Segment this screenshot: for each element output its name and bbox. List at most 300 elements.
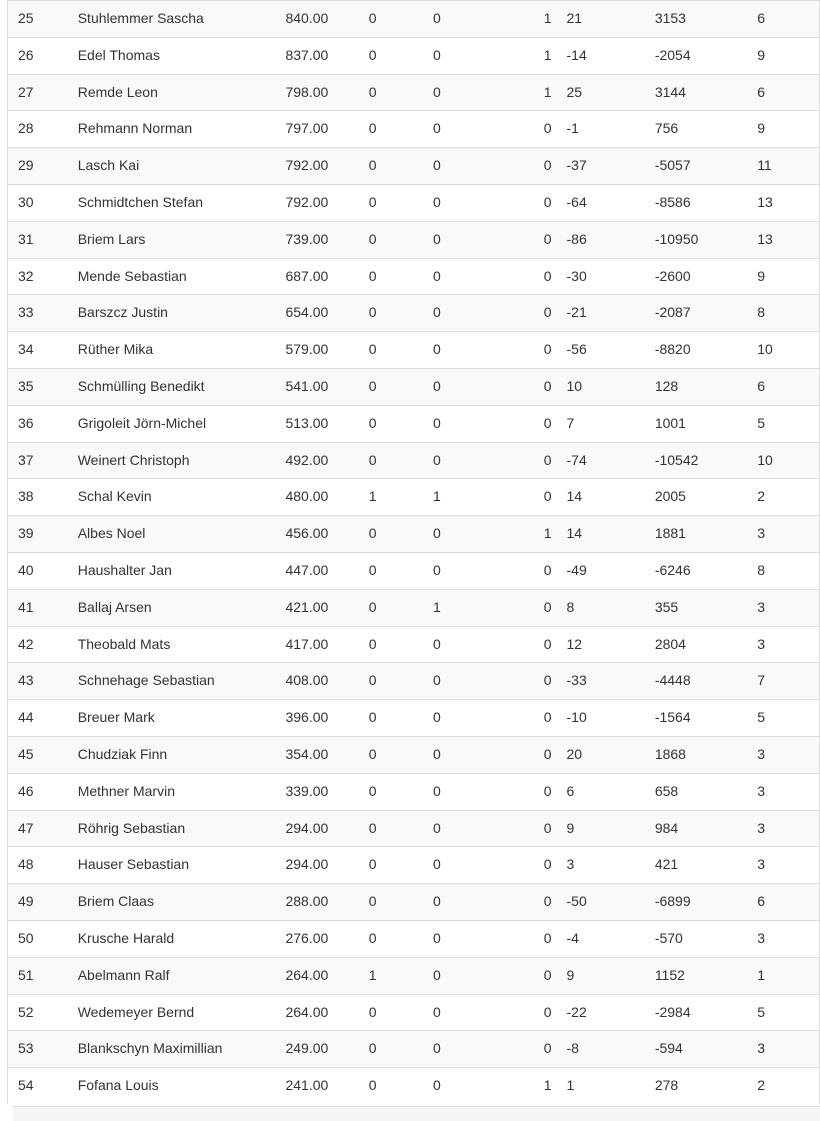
table-row: [8, 221, 820, 258]
rank-cell: 53: [8, 1031, 70, 1068]
points-cell: 249.00: [277, 1031, 360, 1068]
table-row: [8, 957, 820, 994]
count-d-cell: 9: [749, 258, 819, 295]
table-row: [8, 74, 820, 111]
rank-cell: 40: [8, 552, 70, 589]
count-d-cell: 2: [749, 479, 819, 516]
points-cell: 797.00: [277, 111, 360, 148]
count-a-cell: 0: [361, 221, 425, 258]
count-d-cell: 5: [749, 405, 819, 442]
points-cell: 837.00: [277, 37, 360, 74]
count-b-cell: 0: [425, 1068, 489, 1104]
plusminus-cell: -50: [560, 884, 647, 921]
points-cell: 792.00: [277, 184, 360, 221]
points-cell: 294.00: [277, 847, 360, 884]
count-b-cell: 0: [425, 920, 489, 957]
count-d-cell: 9: [749, 37, 819, 74]
rank-cell: 50: [8, 920, 70, 957]
name-cell: Krusche Harald: [70, 920, 278, 957]
difference-cell: 3144: [647, 74, 749, 111]
ranking-table-body: [8, 1, 820, 1104]
name-cell: Schnehage Sebastian: [70, 663, 278, 700]
difference-cell: -4448: [647, 663, 749, 700]
count-b-cell: 0: [425, 663, 489, 700]
count-c-cell: 1: [489, 74, 559, 111]
plusminus-cell: 14: [560, 479, 647, 516]
count-d-cell: 2: [749, 1068, 819, 1104]
count-c-cell: 0: [489, 700, 559, 737]
count-b-cell: 0: [425, 332, 489, 369]
name-cell: Theobald Mats: [70, 626, 278, 663]
count-d-cell: 3: [749, 773, 819, 810]
rank-cell: 48: [8, 847, 70, 884]
table-row: [8, 148, 820, 185]
name-cell: Weinert Christoph: [70, 442, 278, 479]
rank-cell: 54: [8, 1068, 70, 1104]
difference-cell: 2804: [647, 626, 749, 663]
count-a-cell: 0: [361, 516, 425, 553]
name-cell: Schmülling Benedikt: [70, 368, 278, 405]
difference-cell: 756: [647, 111, 749, 148]
count-a-cell: 0: [361, 37, 425, 74]
plusminus-cell: -8: [560, 1031, 647, 1068]
count-d-cell: 8: [749, 552, 819, 589]
count-a-cell: 0: [361, 368, 425, 405]
difference-cell: -8586: [647, 184, 749, 221]
points-cell: 480.00: [277, 479, 360, 516]
count-a-cell: 0: [361, 295, 425, 332]
count-c-cell: 0: [489, 442, 559, 479]
count-d-cell: 3: [749, 626, 819, 663]
difference-cell: 3153: [647, 1, 749, 38]
table-row: [8, 1068, 820, 1104]
difference-cell: -10950: [647, 221, 749, 258]
rank-cell: 28: [8, 111, 70, 148]
name-cell: Briem Claas: [70, 884, 278, 921]
points-cell: 792.00: [277, 148, 360, 185]
table-row: [8, 184, 820, 221]
rank-cell: 52: [8, 994, 70, 1031]
difference-cell: -1564: [647, 700, 749, 737]
name-cell: Schmidtchen Stefan: [70, 184, 278, 221]
name-cell: Barszcz Justin: [70, 295, 278, 332]
count-c-cell: 0: [489, 111, 559, 148]
table-row: [8, 626, 820, 663]
plusminus-cell: -1: [560, 111, 647, 148]
rank-cell: 47: [8, 810, 70, 847]
count-b-cell: 1: [425, 479, 489, 516]
table-row: [8, 37, 820, 74]
count-d-cell: 13: [749, 184, 819, 221]
name-cell: Remde Leon: [70, 74, 278, 111]
count-a-cell: 0: [361, 405, 425, 442]
rank-cell: 44: [8, 700, 70, 737]
count-a-cell: 0: [361, 1068, 425, 1104]
difference-cell: 355: [647, 589, 749, 626]
count-a-cell: 0: [361, 700, 425, 737]
table-row: [8, 111, 820, 148]
count-c-cell: 0: [489, 626, 559, 663]
count-c-cell: 0: [489, 957, 559, 994]
table-row: [8, 405, 820, 442]
count-a-cell: 0: [361, 663, 425, 700]
plusminus-cell: -4: [560, 920, 647, 957]
rank-cell: 27: [8, 74, 70, 111]
count-c-cell: 1: [489, 516, 559, 553]
table-row: [8, 589, 820, 626]
plusminus-cell: -30: [560, 258, 647, 295]
count-c-cell: 0: [489, 847, 559, 884]
points-cell: 417.00: [277, 626, 360, 663]
difference-cell: 2005: [647, 479, 749, 516]
points-cell: 798.00: [277, 74, 360, 111]
points-cell: 447.00: [277, 552, 360, 589]
name-cell: Schal Kevin: [70, 479, 278, 516]
table-row: [8, 479, 820, 516]
table-row: [8, 516, 820, 553]
table-row: [8, 700, 820, 737]
table-row: [8, 884, 820, 921]
plusminus-cell: -64: [560, 184, 647, 221]
count-a-cell: 1: [361, 479, 425, 516]
table-row: [8, 810, 820, 847]
plusminus-cell: 21: [560, 1, 647, 38]
plusminus-cell: -21: [560, 295, 647, 332]
count-b-cell: 0: [425, 221, 489, 258]
plusminus-cell: 25: [560, 74, 647, 111]
name-cell: Methner Marvin: [70, 773, 278, 810]
table-row: [8, 368, 820, 405]
rank-cell: 32: [8, 258, 70, 295]
count-c-cell: 0: [489, 1031, 559, 1068]
name-cell: Hauser Sebastian: [70, 847, 278, 884]
difference-cell: 128: [647, 368, 749, 405]
rank-cell: 39: [8, 516, 70, 553]
count-c-cell: 0: [489, 479, 559, 516]
difference-cell: 1881: [647, 516, 749, 553]
points-cell: 654.00: [277, 295, 360, 332]
count-c-cell: 0: [489, 148, 559, 185]
rank-cell: 31: [8, 221, 70, 258]
count-b-cell: 0: [425, 1, 489, 38]
count-c-cell: 0: [489, 920, 559, 957]
name-cell: Abelmann Ralf: [70, 957, 278, 994]
rank-cell: 35: [8, 368, 70, 405]
name-cell: Albes Noel: [70, 516, 278, 553]
count-a-cell: 0: [361, 552, 425, 589]
count-d-cell: 3: [749, 1031, 819, 1068]
count-b-cell: 0: [425, 552, 489, 589]
difference-cell: 278: [647, 1068, 749, 1104]
difference-cell: -2984: [647, 994, 749, 1031]
count-c-cell: 0: [489, 663, 559, 700]
count-a-cell: 0: [361, 626, 425, 663]
plusminus-cell: -10: [560, 700, 647, 737]
name-cell: Blankschyn Maximillian: [70, 1031, 278, 1068]
count-d-cell: 3: [749, 516, 819, 553]
plusminus-cell: 8: [560, 589, 647, 626]
count-d-cell: 1: [749, 957, 819, 994]
count-a-cell: 0: [361, 810, 425, 847]
count-a-cell: 0: [361, 258, 425, 295]
count-a-cell: 0: [361, 184, 425, 221]
name-cell: Haushalter Jan: [70, 552, 278, 589]
points-cell: 294.00: [277, 810, 360, 847]
table-row: [8, 332, 820, 369]
count-b-cell: 0: [425, 1031, 489, 1068]
points-cell: 264.00: [277, 957, 360, 994]
count-c-cell: 0: [489, 736, 559, 773]
count-a-cell: 1: [361, 957, 425, 994]
count-c-cell: 0: [489, 773, 559, 810]
count-a-cell: 0: [361, 1031, 425, 1068]
difference-cell: -10542: [647, 442, 749, 479]
count-b-cell: 0: [425, 37, 489, 74]
rank-cell: 51: [8, 957, 70, 994]
name-cell: Edel Thomas: [70, 37, 278, 74]
count-d-cell: 10: [749, 442, 819, 479]
table-row: [8, 1031, 820, 1068]
name-cell: Lasch Kai: [70, 148, 278, 185]
points-cell: 276.00: [277, 920, 360, 957]
name-cell: Röhrig Sebastian: [70, 810, 278, 847]
points-cell: 339.00: [277, 773, 360, 810]
name-cell: Rüther Mika: [70, 332, 278, 369]
name-cell: Mende Sebastian: [70, 258, 278, 295]
plusminus-cell: -33: [560, 663, 647, 700]
count-c-cell: 1: [489, 1068, 559, 1104]
count-c-cell: 0: [489, 884, 559, 921]
rank-cell: 45: [8, 736, 70, 773]
table-row: [8, 920, 820, 957]
table-row: [8, 663, 820, 700]
plusminus-cell: -56: [560, 332, 647, 369]
count-d-cell: 6: [749, 368, 819, 405]
table-row: [8, 773, 820, 810]
plusminus-cell: 20: [560, 736, 647, 773]
count-c-cell: 0: [489, 810, 559, 847]
plusminus-cell: 7: [560, 405, 647, 442]
count-d-cell: 8: [749, 295, 819, 332]
points-cell: 396.00: [277, 700, 360, 737]
plusminus-cell: 14: [560, 516, 647, 553]
count-d-cell: 6: [749, 1, 819, 38]
difference-cell: 1152: [647, 957, 749, 994]
count-c-cell: 0: [489, 368, 559, 405]
rank-cell: 36: [8, 405, 70, 442]
count-c-cell: 0: [489, 184, 559, 221]
count-a-cell: 0: [361, 884, 425, 921]
rank-cell: 37: [8, 442, 70, 479]
difference-cell: -8820: [647, 332, 749, 369]
count-c-cell: 0: [489, 258, 559, 295]
name-cell: Grigoleit Jörn-Michel: [70, 405, 278, 442]
count-b-cell: 0: [425, 148, 489, 185]
difference-cell: -6246: [647, 552, 749, 589]
difference-cell: -6899: [647, 884, 749, 921]
count-b-cell: 0: [425, 957, 489, 994]
points-cell: 288.00: [277, 884, 360, 921]
count-c-cell: 0: [489, 405, 559, 442]
count-b-cell: 0: [425, 810, 489, 847]
count-b-cell: 0: [425, 736, 489, 773]
count-b-cell: 0: [425, 74, 489, 111]
points-cell: 541.00: [277, 368, 360, 405]
count-b-cell: 0: [425, 847, 489, 884]
table-row: [8, 442, 820, 479]
count-d-cell: 6: [749, 74, 819, 111]
count-c-cell: 1: [489, 37, 559, 74]
plusminus-cell: 3: [560, 847, 647, 884]
rank-cell: 43: [8, 663, 70, 700]
table-row: [8, 295, 820, 332]
points-cell: 456.00: [277, 516, 360, 553]
points-cell: 264.00: [277, 994, 360, 1031]
name-cell: Briem Lars: [70, 221, 278, 258]
count-b-cell: 0: [425, 516, 489, 553]
ranking-table: [7, 0, 820, 1104]
rank-cell: 38: [8, 479, 70, 516]
points-cell: 354.00: [277, 736, 360, 773]
rank-cell: 30: [8, 184, 70, 221]
count-a-cell: 0: [361, 736, 425, 773]
points-cell: 687.00: [277, 258, 360, 295]
rank-cell: 29: [8, 148, 70, 185]
count-c-cell: 0: [489, 589, 559, 626]
count-d-cell: 7: [749, 663, 819, 700]
count-a-cell: 0: [361, 773, 425, 810]
points-cell: 492.00: [277, 442, 360, 479]
count-b-cell: 0: [425, 184, 489, 221]
count-a-cell: 0: [361, 442, 425, 479]
count-a-cell: 0: [361, 1, 425, 38]
count-d-cell: 3: [749, 847, 819, 884]
count-b-cell: 0: [425, 111, 489, 148]
difference-cell: -594: [647, 1031, 749, 1068]
name-cell: Stuhlemmer Sascha: [70, 1, 278, 38]
table-row: [8, 736, 820, 773]
count-d-cell: 5: [749, 994, 819, 1031]
plusminus-cell: -22: [560, 994, 647, 1031]
count-b-cell: 0: [425, 258, 489, 295]
difference-cell: 421: [647, 847, 749, 884]
count-d-cell: 13: [749, 221, 819, 258]
footer-panel: [13, 1106, 820, 1121]
count-d-cell: 3: [749, 736, 819, 773]
count-c-cell: 0: [489, 332, 559, 369]
count-d-cell: 3: [749, 810, 819, 847]
count-b-cell: 0: [425, 295, 489, 332]
count-c-cell: 1: [489, 1, 559, 38]
difference-cell: -570: [647, 920, 749, 957]
count-d-cell: 5: [749, 700, 819, 737]
plusminus-cell: 12: [560, 626, 647, 663]
table-row: [8, 994, 820, 1031]
count-b-cell: 0: [425, 405, 489, 442]
name-cell: Chudziak Finn: [70, 736, 278, 773]
rank-cell: 46: [8, 773, 70, 810]
name-cell: Ballaj Arsen: [70, 589, 278, 626]
points-cell: 513.00: [277, 405, 360, 442]
difference-cell: -2054: [647, 37, 749, 74]
difference-cell: -2087: [647, 295, 749, 332]
rank-cell: 33: [8, 295, 70, 332]
rank-cell: 41: [8, 589, 70, 626]
difference-cell: -5057: [647, 148, 749, 185]
count-a-cell: 0: [361, 332, 425, 369]
name-cell: Rehmann Norman: [70, 111, 278, 148]
rank-cell: 26: [8, 37, 70, 74]
count-d-cell: 6: [749, 884, 819, 921]
plusminus-cell: -14: [560, 37, 647, 74]
count-a-cell: 0: [361, 148, 425, 185]
count-b-cell: 0: [425, 700, 489, 737]
count-d-cell: 3: [749, 920, 819, 957]
count-b-cell: 0: [425, 994, 489, 1031]
count-a-cell: 0: [361, 920, 425, 957]
table-row: [8, 847, 820, 884]
rank-cell: 34: [8, 332, 70, 369]
rank-cell: 49: [8, 884, 70, 921]
table-row: [8, 1, 820, 38]
plusminus-cell: 9: [560, 810, 647, 847]
count-d-cell: 3: [749, 589, 819, 626]
count-b-cell: 0: [425, 368, 489, 405]
table-row: [8, 552, 820, 589]
points-cell: 241.00: [277, 1068, 360, 1104]
count-b-cell: 0: [425, 773, 489, 810]
name-cell: Wedemeyer Bernd: [70, 994, 278, 1031]
points-cell: 421.00: [277, 589, 360, 626]
count-a-cell: 0: [361, 111, 425, 148]
count-a-cell: 0: [361, 847, 425, 884]
plusminus-cell: 6: [560, 773, 647, 810]
difference-cell: -2600: [647, 258, 749, 295]
rank-cell: 42: [8, 626, 70, 663]
count-c-cell: 0: [489, 552, 559, 589]
plusminus-cell: 9: [560, 957, 647, 994]
points-cell: 840.00: [277, 1, 360, 38]
count-c-cell: 0: [489, 221, 559, 258]
plusminus-cell: -74: [560, 442, 647, 479]
count-a-cell: 0: [361, 74, 425, 111]
count-b-cell: 1: [425, 589, 489, 626]
rank-cell: 25: [8, 1, 70, 38]
count-c-cell: 0: [489, 994, 559, 1031]
difference-cell: 658: [647, 773, 749, 810]
points-cell: 408.00: [277, 663, 360, 700]
name-cell: Fofana Louis: [70, 1068, 278, 1104]
difference-cell: 1868: [647, 736, 749, 773]
count-a-cell: 0: [361, 994, 425, 1031]
plusminus-cell: -37: [560, 148, 647, 185]
table-row: [8, 258, 820, 295]
points-cell: 579.00: [277, 332, 360, 369]
plusminus-cell: 10: [560, 368, 647, 405]
count-b-cell: 0: [425, 626, 489, 663]
name-cell: Breuer Mark: [70, 700, 278, 737]
points-cell: 739.00: [277, 221, 360, 258]
count-b-cell: 0: [425, 442, 489, 479]
plusminus-cell: 1: [560, 1068, 647, 1104]
count-d-cell: 10: [749, 332, 819, 369]
plusminus-cell: -86: [560, 221, 647, 258]
count-d-cell: 9: [749, 111, 819, 148]
plusminus-cell: -49: [560, 552, 647, 589]
count-d-cell: 11: [749, 148, 819, 185]
count-b-cell: 0: [425, 884, 489, 921]
count-c-cell: 0: [489, 295, 559, 332]
